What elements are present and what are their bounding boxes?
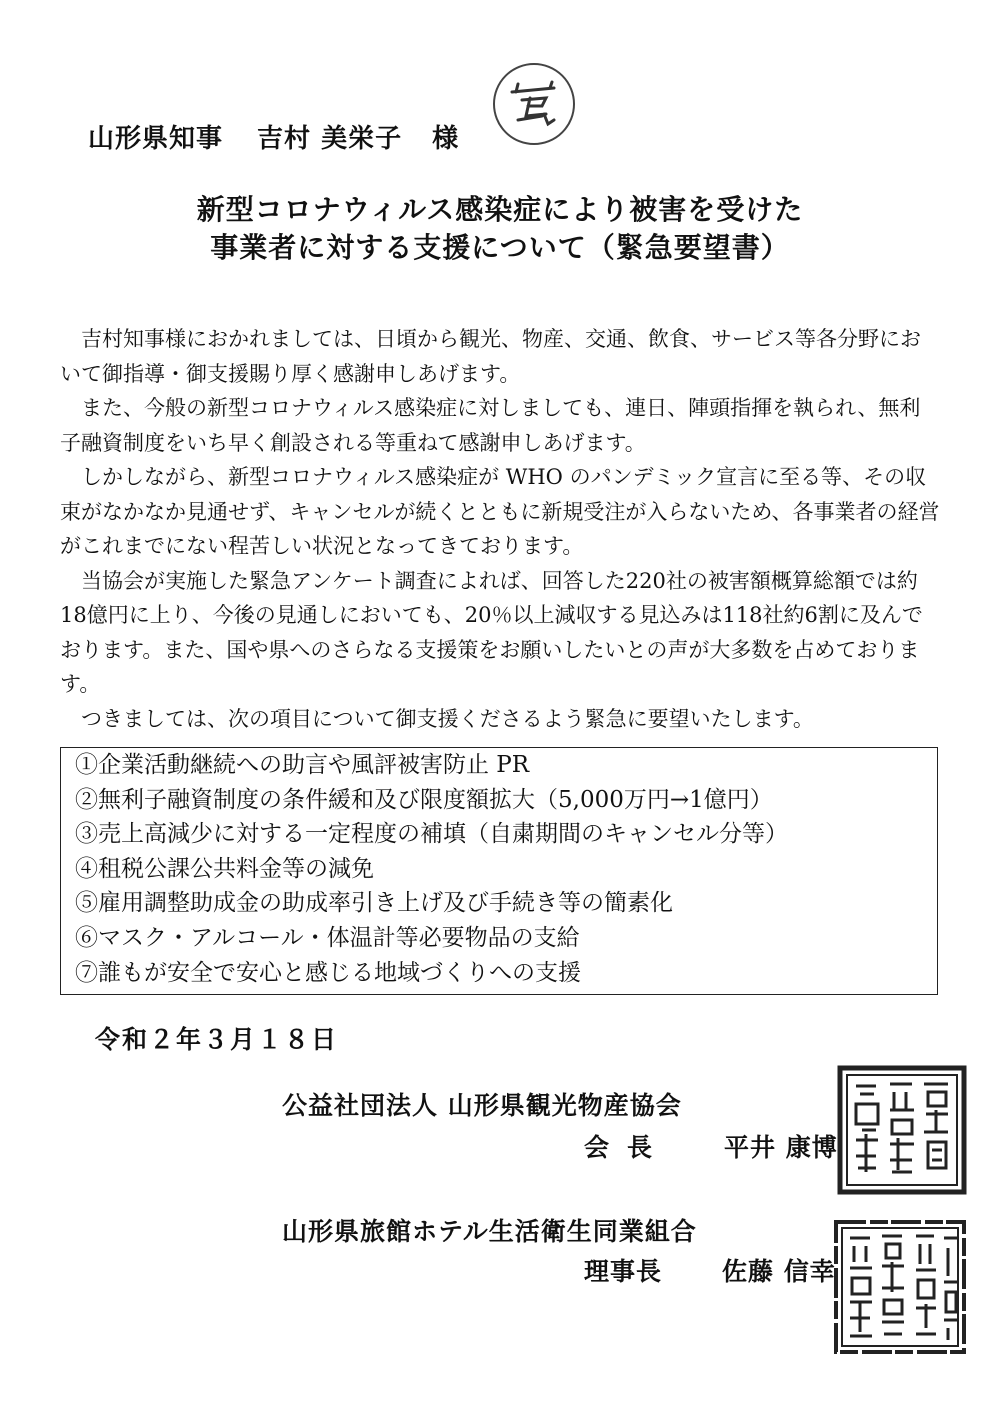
official-seal-2	[832, 1218, 968, 1356]
signatory-role-1: 会長	[584, 1133, 671, 1162]
request-item: ⑦誰もが安全で安心と感じる地域づくりへの支援	[75, 959, 581, 986]
document-date: 令和２年３月１８日	[95, 1025, 339, 1054]
body-paragraph: しかしながら、新型コロナウィルス感染症が WHO のパンデミック宣言に至る等、その収束がなかなか見通せず、キャンセルが続くとともに新規受注が入らないため、各事業者の経営がこれまでにない程苦しい状況となってきております。	[60, 465, 940, 558]
signatory-org-1: 公益社団法人 山形県観光物産協会	[282, 1091, 682, 1120]
signatory-org-2: 山形県旅館ホテル生活衛生同業組合	[282, 1217, 697, 1246]
request-item: ⑤雇用調整助成金の助成率引き上げ及び手続き等の簡素化	[75, 890, 673, 917]
body-paragraph: 当協会が実施した緊急アンケート調査によれば、回答した220社の被害額概算総額では約18億円に上り、今後の見通しにおいても、20％以上減収する見込みは118社約6割に及んでおります。また、国や県へのさらなる支援策をお願いしたいとの声が大多数を占めております。	[60, 568, 923, 696]
letter-body	[60, 322, 940, 736]
official-seal-1	[836, 1064, 968, 1196]
request-item: ③売上高減少に対する一定程度の補填（自粛期間のキャンセル分等）	[75, 821, 788, 848]
body-paragraph: つきましては、次の項目について御支援くださるよう緊急に要望いたします。	[81, 706, 814, 731]
addressee-honorific: 様	[432, 124, 460, 154]
signatory-role-2: 理事長	[584, 1257, 663, 1286]
signatory-name-2: 佐藤 信幸	[722, 1257, 836, 1286]
addressee	[88, 118, 459, 155]
request-item: ⑥マスク・アルコール・体温計等必要物品の支給	[75, 924, 580, 951]
request-item: ①企業活動継続への助言や風評被害防止 PR	[75, 752, 530, 778]
request-item: ②無利子融資制度の条件緩和及び限度額拡大（5,000万円→1億円）	[75, 786, 773, 813]
document-title-line-2: 事業者に対する支援について（緊急要望書）	[210, 231, 790, 264]
body-paragraph: また、今般の新型コロナウィルス感染症に対しましても、連日、陣頭指揮を執られ、無利子融資制度をいち早く創設される等重ねて感謝申しあげます。	[60, 396, 921, 455]
received-stamp	[488, 58, 580, 150]
body-paragraph: 吉村知事様におかれましては、日頃から観光、物産、交通、飲食、サービス等各分野において御指導・御支援賜り厚く感謝申しあげます。	[60, 327, 921, 386]
request-list-box	[60, 747, 938, 995]
addressee-title: 山形県知事	[88, 124, 224, 154]
signatory-name-1: 平井 康博	[724, 1133, 838, 1162]
addressee-name: 吉村 美栄子	[257, 124, 403, 154]
request-item: ④租税公課公共料金等の減免	[75, 855, 374, 882]
document-title-line-1: 新型コロナウィルス感染症により被害を受けた	[196, 193, 804, 226]
